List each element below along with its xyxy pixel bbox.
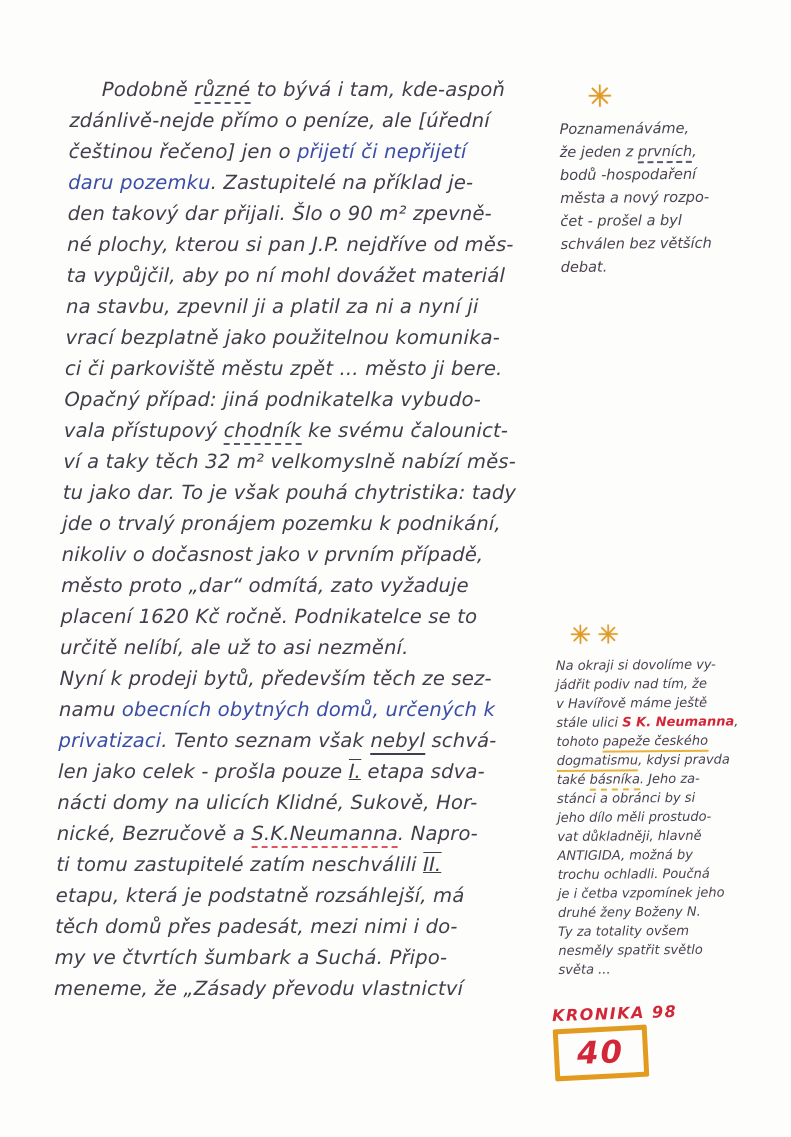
text-line [61,570,554,601]
text-segment: privatizaci [58,729,162,752]
text-line [63,477,556,508]
text-line [62,508,555,539]
text-line [68,136,561,167]
margin-note-1 [559,81,789,280]
text-segment: , [692,143,697,160]
text-line [67,198,560,229]
text-segment: že jeden z [559,144,639,161]
text-line [54,973,547,1004]
text-segment: prvních [638,144,692,163]
text-segment: vrací bezplatně jako použitelnou komunika- [65,326,501,349]
text-segment: S.K.Neumanna [251,822,398,848]
text-segment: vat důkladněji, hlavně [557,828,702,846]
text-line [560,163,788,188]
text-line [65,353,558,384]
main-text-block [54,74,562,1004]
asterisk-icon: ✳ [587,79,619,115]
text-segment: vala přístupový [63,419,224,442]
text-segment: schvá- [424,729,497,752]
text-line [60,632,553,663]
text-line [70,74,563,105]
text-line [557,845,789,866]
text-segment: jeho dílo měli prostudo- [557,809,712,827]
text-segment: na stavbu, zpevnil ji a platil za ni a nyní ji [65,295,479,318]
text-line [556,674,788,695]
text-segment: debat. [560,259,608,276]
text-segment: namu [58,698,123,721]
text-line [63,446,556,477]
text-segment: zdánlivě-nejde přímo o peníze, ale [úřední [69,109,491,132]
text-segment: papeže českého [603,734,708,753]
text-segment: daru pozemku [68,171,211,194]
text-segment: stále ulici [556,715,623,732]
text-line [556,731,788,752]
text-segment: druhé ženy Boženy N. [557,904,701,922]
text-line [57,787,550,818]
text-line [558,883,790,904]
text-segment: len jako celek - prošla pouze [57,760,349,783]
text-segment: Podobně [101,78,195,101]
text-segment: etapa sdva- [360,760,486,783]
text-segment: čet - prošel a byl [560,212,682,230]
text-line [65,322,558,353]
text-segment: né plochy, kterou si pan J.P. nejdříve od měs- [66,233,514,256]
text-line [558,864,790,885]
text-segment: Opačný případ: jiná podnikatelka vybudo- [64,388,482,411]
text-line [59,663,552,694]
margin-note-2-text [556,655,791,980]
text-line [59,694,552,725]
text-line [558,902,790,923]
text-segment: je i četba vzpomínek jeho [557,885,725,903]
text-line [58,725,551,756]
text-line [66,291,559,322]
text-line [68,167,561,198]
margin-note-1-text [559,117,788,280]
text-segment: . Zastupitelé na příklad je- [210,171,474,194]
text-line [560,209,788,234]
text-line [558,959,790,980]
text-segment: jádřit podiv nad tím, že [555,676,708,694]
text-line [558,921,790,942]
text-line [558,940,790,961]
text-segment: my ve čtvrtích šumbark a Suchá. Připo- [54,946,448,969]
page-footer [551,1001,678,1079]
text-line [557,788,789,809]
text-line [556,712,788,733]
text-segment: ANTIGIDA, možná by [557,847,693,865]
text-segment: nesměly spatřit světlo [558,942,703,960]
text-segment: ke svému čalounict- [301,419,509,442]
text-segment: město proto „dar“ odmítá, zato vyžaduje [60,574,470,597]
text-segment: placení 1620 Kč ročně. Podnikatelce se to [60,605,478,628]
text-line [64,415,557,446]
text-line [556,693,788,714]
text-line [57,818,550,849]
text-segment: tohoto [556,734,603,751]
text-segment: etapu, která je podstatně rozsáhlejší, má [55,884,465,907]
text-segment: meneme, že „Zásady převodu vlastnictví [53,977,464,1000]
text-line [557,750,789,771]
text-line [560,140,788,165]
text-line [557,826,789,847]
text-line [560,232,788,257]
text-segment: trochu ochladli. Poučná [557,866,710,884]
text-segment: I. [348,760,362,783]
text-line [54,942,547,973]
text-segment: . Napro- [397,822,479,845]
text-segment: jde o trvalý pronájem pozemku k podnikání, [62,512,502,535]
text-segment: den takový dar přijali. Šlo o 90 m² zpevně- [67,202,493,225]
text-segment: Na okraji si dovolíme vy- [555,657,716,675]
text-line [56,880,549,911]
text-segment: schválen bez větších [560,235,712,253]
text-segment: češtinou řečeno] jen o [68,140,298,163]
text-segment: nácti domy na ulicích Klidné, Sukově, Hor- [57,791,478,814]
text-segment: přijetí či nepřijetí [296,140,467,163]
text-line [69,105,562,136]
text-segment: II. [422,853,442,876]
text-line [64,384,557,415]
text-segment: ta vypůjčil, aby po ní mohl dovážet materiál [66,264,506,287]
text-line [60,601,553,632]
text-segment: ti tomu zastupitelé zatím neschválili [56,853,424,876]
text-segment: různé [194,78,250,104]
text-segment: města a nový rozpo- [560,189,710,207]
text-segment: Poznamenáváme, [559,120,690,138]
text-segment: . Jeho za- [639,771,700,788]
text-segment: stánci a obránci by si [556,790,696,808]
text-segment: , [734,714,739,730]
text-line [55,911,548,942]
text-segment: básníka [589,772,639,790]
text-line [557,769,789,790]
text-line [67,229,560,260]
text-segment: určitě nelíbí, ale už to asi nezmění. [59,636,409,659]
text-segment: nikoliv o dočasnost jako v prvním případě, [61,543,484,566]
text-segment: S K. Neumanna [622,714,735,731]
page-number-box [553,1025,650,1082]
text-segment: Ty za totality ovšem [558,923,690,941]
text-line [61,539,554,570]
text-line [556,655,788,676]
text-line [560,186,788,211]
text-segment: ví a taky těch 32 m² velkomyslně nabízí měs- [63,450,517,473]
text-segment: , kdysi pravda [638,752,730,769]
text-line [559,117,787,142]
page-number: 40 [576,1034,626,1072]
text-segment: tu jako dar. To je však pouhá chytristika: tady [62,481,517,504]
text-line [557,807,789,828]
text-segment: světa ... [558,962,611,979]
text-segment: v Havířově máme ještě [556,695,708,713]
double-asterisk-icon: ✳✳ [569,620,626,651]
text-line [561,255,789,280]
text-segment: také [556,772,590,789]
text-segment: ci či parkoviště městu zpět ... město ji bere. [64,357,503,380]
text-segment: nické, Bezručově a [56,822,252,845]
text-segment: nebyl [370,729,425,755]
text-segment: těch domů přes padesát, mezi nimi i do- [55,915,458,938]
text-line [58,756,551,787]
text-line [56,849,549,880]
text-line [66,260,559,291]
chronicle-label: KRONIKA 98 [551,1001,678,1026]
text-segment: bodů -hospodaření [559,166,697,184]
text-segment: Nyní k prodeji bytů, především těch ze sez- [59,667,492,690]
margin-note-2 [555,619,790,980]
text-segment: to bývá i tam, kde-aspoň [250,78,506,101]
text-segment: . Tento seznam však [161,729,371,752]
text-segment: chodník [223,419,301,445]
text-segment: obecních obytných domů, určených k [121,698,496,721]
text-segment: dogmatismu [557,753,639,772]
